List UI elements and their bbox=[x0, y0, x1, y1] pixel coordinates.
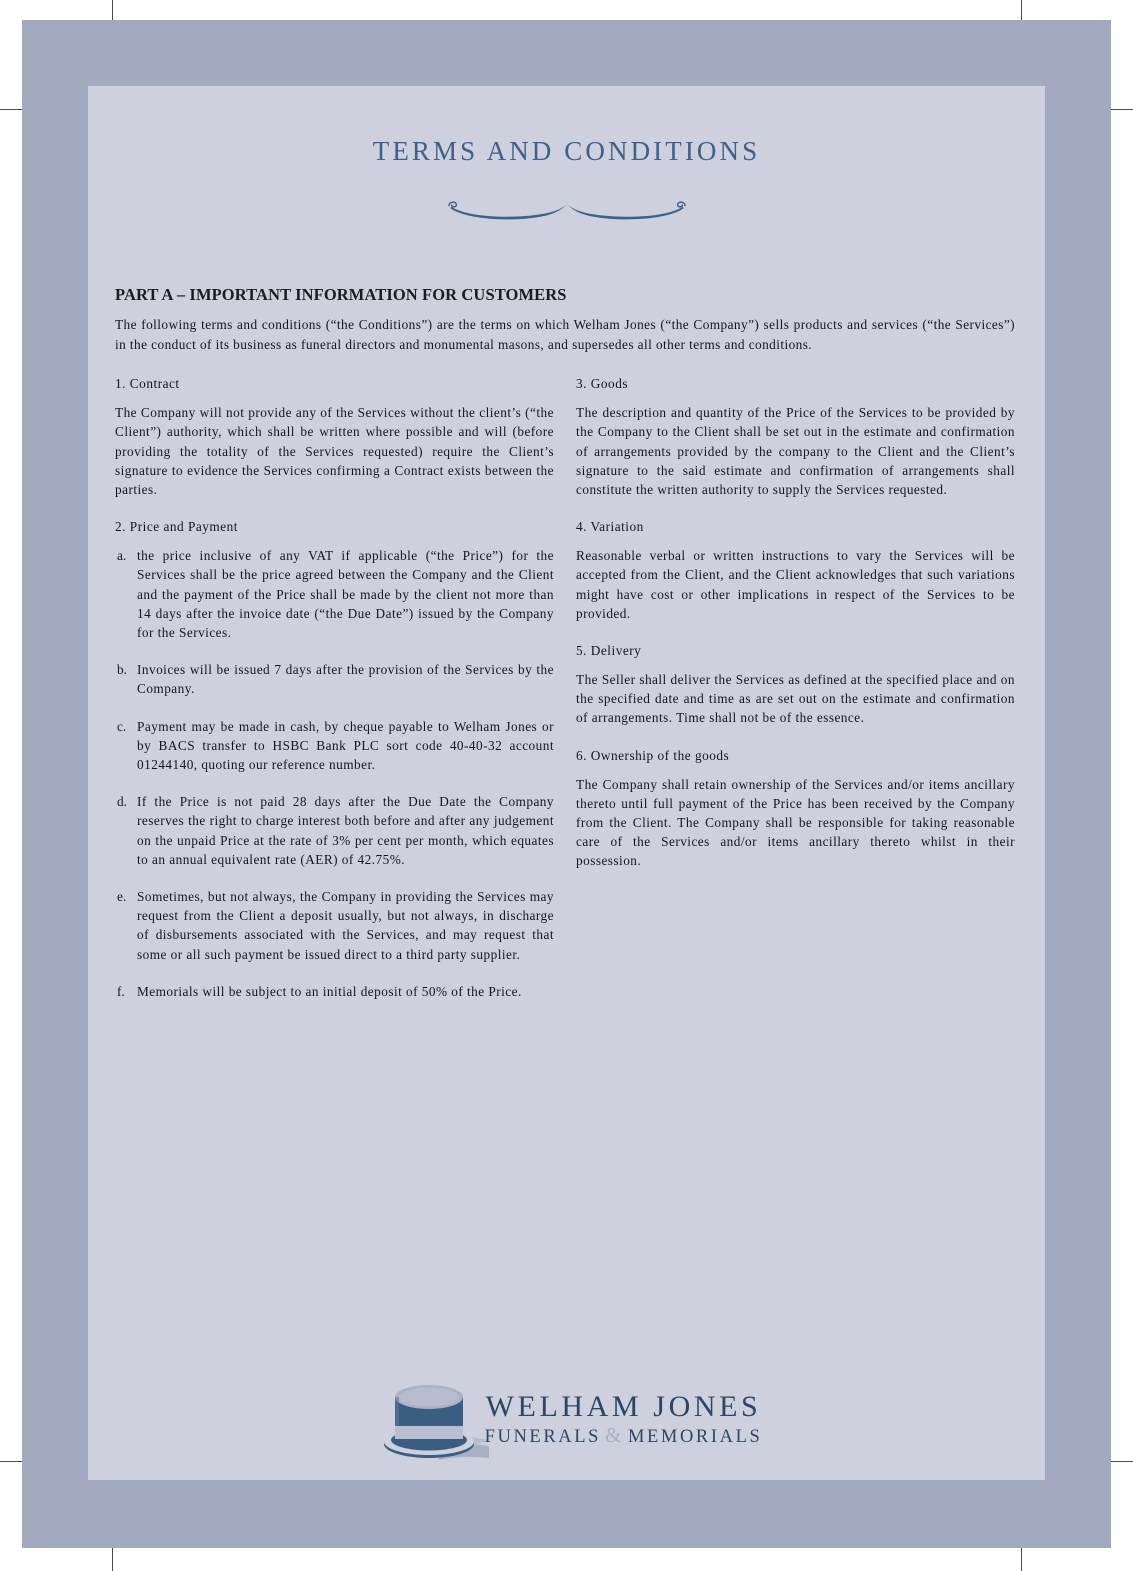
section-2-title: 2. Price and Payment bbox=[115, 519, 238, 535]
list-item bbox=[115, 982, 554, 1001]
list-item bbox=[115, 717, 554, 775]
part-heading: PART A – IMPORTANT INFORMATION FOR CUSTOMERS bbox=[115, 285, 567, 304]
list-item-text: the price inclusive of any VAT if applicable (“the Price”) for the Services shall be the price agreed between the Company and the Client and the payment of the Price shall be made by the client not more than 14 days after the invoice date (“the Due Date”) issued by the Company for the Services. bbox=[137, 548, 554, 641]
intro-paragraph: The following terms and conditions (“the Conditions”) are the terms on which Welham Jones (“the Company”) sells products and services (“the Services”) in the conduct of its business as funeral directors and monumental masons, and supersedes all other terms and conditions. bbox=[115, 317, 1015, 352]
section-5-body: The Seller shall deliver the Services as defined at the specified place and on the specified date and time as are set out on the estimate and confirmation of arrangements. Time shall not be of the essence. bbox=[576, 672, 1015, 726]
list-item bbox=[115, 546, 554, 642]
section-2-list bbox=[115, 546, 554, 1001]
logo-inner bbox=[371, 1370, 763, 1488]
section-3-body: The description and quantity of the Price of the Services to be provided by the Company to the Client shall be set out in the estimate and confirmation of arrangements provided by the company to the Client and the Client’s signature to the said estimate and confirmation of arrangements shall constitute the written authority to supply the Services requested. bbox=[576, 405, 1015, 497]
logo-tagline-funerals: FUNERALS bbox=[484, 1426, 602, 1447]
top-hat-with-ribbon-icon bbox=[371, 1370, 489, 1488]
section-3-title: 3. Goods bbox=[576, 376, 629, 392]
section-6-body: The Company shall retain ownership of the Services and/or items ancillary thereto until full payment of the Price has been received by the Company from the Client. The Company shall be responsible for taking reasonable care of the Services and/or items ancillary thereto whilst in their possession. bbox=[576, 776, 1015, 869]
section-6-title: 6. Ownership of the goods bbox=[576, 747, 730, 763]
list-marker: d. bbox=[117, 794, 127, 810]
list-item bbox=[115, 792, 554, 869]
logo-tagline bbox=[485, 1424, 763, 1449]
ampersand-icon: & bbox=[605, 1422, 624, 1447]
flourish-divider-icon bbox=[437, 191, 697, 225]
list-marker: a. bbox=[117, 548, 127, 564]
list-item-text: Sometimes, but not always, the Company in providing the Services may request from the Client a deposit usually, but not always, in discharge of disbursements associated with the Services, and may request that some or all such payment be issued direct to a third party supplier. bbox=[137, 889, 554, 962]
page-border bbox=[22, 20, 1111, 1548]
page-title: TERMS AND CONDITIONS bbox=[372, 136, 761, 166]
document-body bbox=[115, 285, 1015, 1019]
list-item bbox=[115, 660, 554, 698]
section-4-body: Reasonable verbal or written instructions to vary the Services will be accepted from the Client, and the Client acknowledges that such variations might have cost or other implications in respect of the Services to be provided. bbox=[576, 548, 1015, 621]
two-column-layout bbox=[115, 376, 1015, 1019]
list-item-text: If the Price is not paid 28 days after the Due Date the Company reserves the right to charge interest both before and after any judgement on the unpaid Price at the rate of 3% per cent per month, which equates to an annual equivalent rate (AER) of 42.75%. bbox=[137, 794, 554, 867]
list-marker: b. bbox=[117, 662, 127, 678]
right-column bbox=[576, 376, 1015, 884]
list-item-text: Payment may be made in cash, by cheque payable to Welham Jones or by BACS transfer to HSBC Bank PLC sort code 40-40-32 account 01244140, quoting our reference number. bbox=[137, 718, 554, 773]
section-4-title: 4. Variation bbox=[576, 519, 644, 535]
list-item-text: Invoices will be issued 7 days after the provision of the Services by the Company. bbox=[137, 662, 554, 697]
section-1-title: 1. Contract bbox=[115, 376, 180, 392]
section-1-body: The Company will not provide any of the Services without the client’s (“the Client”) authority, which shall be written where possible and will (before providing the totality of the Services requested) require the Client’s signature to evidence the Services confirming a Contract exists between the parties. bbox=[115, 405, 554, 497]
page-panel bbox=[88, 86, 1045, 1480]
company-logo bbox=[88, 1370, 1045, 1488]
list-marker: e. bbox=[117, 889, 127, 905]
logo-wordmark bbox=[485, 1390, 763, 1469]
list-marker: c. bbox=[117, 718, 127, 734]
logo-tagline-memorials: MEMORIALS bbox=[627, 1426, 763, 1447]
list-marker: f. bbox=[117, 983, 125, 999]
list-item-text: Memorials will be subject to an initial deposit of 50% of the Price. bbox=[137, 983, 522, 999]
section-5-title: 5. Delivery bbox=[576, 643, 642, 659]
left-column bbox=[115, 376, 554, 1019]
list-item bbox=[115, 887, 554, 964]
logo-company-name: WELHAM JONES bbox=[485, 1389, 762, 1423]
